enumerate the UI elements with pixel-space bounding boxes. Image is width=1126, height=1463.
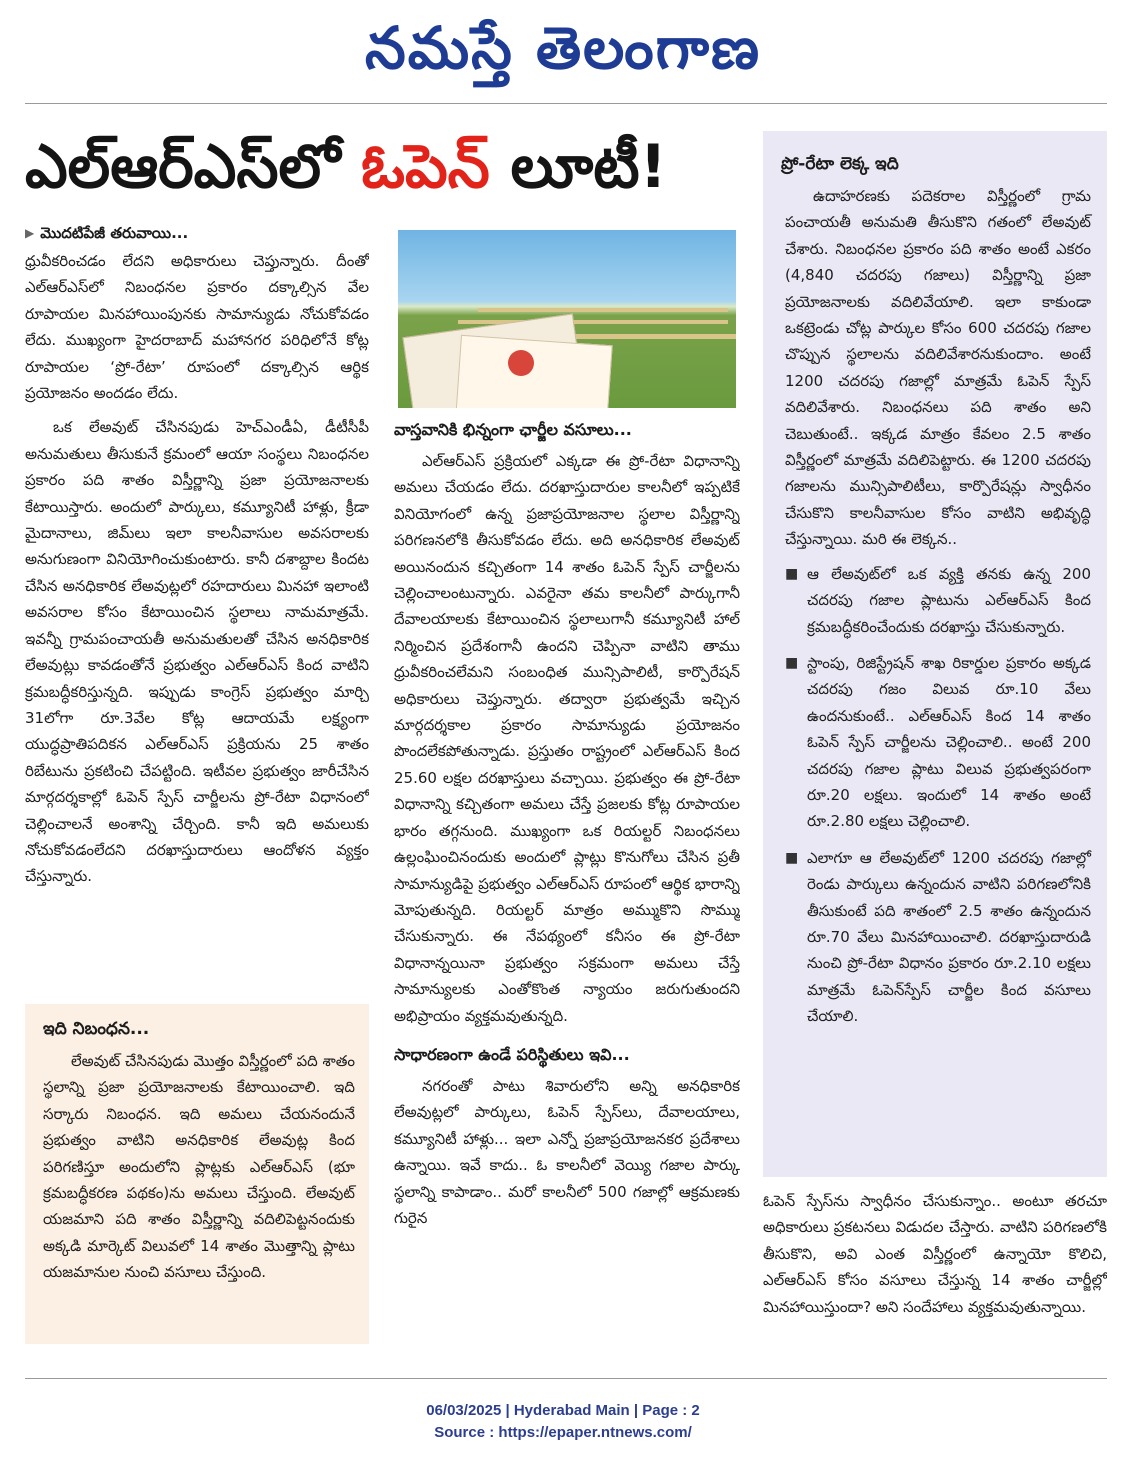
bullet-text: స్టాంపు, రిజిస్ట్రేషన్ శాఖ రికార్డుల ప్రకారం అక్కడ చదరపు గజం విలువ రూ.10 వేలు ఉందనుకుంటే.. ఎల్‌ఆర్‌ఎస్ కింద 14 శాతం ఓపెన్ స్పేస్ చార్జీలను చెల్లించాలి.. అంటే 200 చదరపు గజాల ప్లాటు విలువ ప్రభుత్వపరంగా రూ.20 లక్షలు. ఇందులో 14 శాతం అంటే రూ.2.80 లక్షలు చెల్లించాలి. (807, 653, 1091, 831)
col2-paragraph-2: నగరంతో పాటు శివారులోని అన్ని అనధికారిక లేఅవుట్లలో పార్కులు, ఓపెన్ స్పేస్‌లు, దేవాలయాలు, కమ్యూనిటీ హాళ్లు... ఇలా ఎన్నో ప్రజాప్రయోజనకర ప్రదేశాలు ఉన్నాయి. ఇవే కాదు.. ఓ కాలనీలో వెయ్యి గజాల పార్కు స్థలాన్ని కాపాడాం.. మరో కాలనీలో 500 గజాల్లో ఆక్రమణకు గురైన (394, 1076, 740, 1227)
continued-kicker (25, 222, 369, 244)
arrow-icon: ▶ (25, 226, 35, 240)
bullet-text: ఎలాగూ ఆ లేఅవుట్‌లో 1200 చదరపు గజాల్లో రెండు పార్కులు ఉన్నందున వాటిని పరిగణలోనికి తీసుకుంటే పది శాతంలో 2.5 శాతం ఉన్నందున రూ.70 వేలు మినహాయించాలి. దరఖాస్తుదారుడి నుంచి ప్రో-రేటా విధానం ప్రకారం రూ.2.10 లక్షలు మాత్రమే ఓపెన్‌స్పేస్ చార్జీల కింద వసూలు చేయాలి. (807, 848, 1091, 1026)
rule-box (25, 1004, 369, 1344)
bullet-icon: ■ (785, 849, 799, 866)
col1-paragraph: ఒక లేఅవుట్ చేసినపుడు హెచ్‌ఎండీఏ, డీటీసీపీ అనుమతులు తీసుకునే క్రమంలో ఆయా సంస్థలు నిబంధనల ప్రకారం పది శాతం విస్తీర్ణాన్ని ప్రజా ప్రయోజనాలకు కేటాయిస్తారు. అందులో పార్కులు, కమ్యూనిటీ హాళ్లు, క్రీడా మైదానాలు, జిమ్‌లు ఇలా కాలనీవాసుల అవసరాలకు అనుగుణంగా వినియోగించుకుంటారు. కానీ దశాబ్దాల కిందట చేసిన అనధికారిక లేఅవుట్లలో రహదారులు మినహా ఇలాంటి అవసరాల కోసం కేటాయించిన స్థలాలు నామమాత్రమే. ఇవన్నీ గ్రామపంచాయతీ అనుమతులతో చేసిన అనధికారిక లేఅవుట్లు కావడంతోనే ప్రభుత్వం ఎల్‌ఆర్‌ఎస్ కింద వాటిని క్రమబద్ధీకరిస్తున్నది. ఇప్పుడు కాంగ్రెస్ ప్రభుత్వం మార్చి 31లోగా రూ.3వేల కోట్ల ఆదాయమే లక్ష్యంగా యుద్ధప్రాతిపదికన ఎల్‌ఆర్‌ఎస్ ప్రక్రియను 25 శాతం రిబేటును ప్రకటించి చేపట్టింది. ఇటీవల ప్రభుత్వం జారీచేసిన మార్గదర్శకాల్లో ఓపెన్ స్పేస్ చార్జీలను ప్రో-రేటా విధానంలో చెల్లించాలనే అంశాన్ని చేర్చింది. కానీ ఇది అమలుకు నోచుకోవడంలేదని దరఖాస్తుదారులు ఆందోళన వ్యక్తం చేస్తున్నారు. (25, 418, 369, 886)
list-item (785, 650, 1091, 835)
subhead-conditions: సాధారణంగా ఉండే పరిస్థితులు ఇవి... (394, 1044, 630, 1064)
list-item (785, 561, 1091, 640)
pro-rata-body (763, 183, 1107, 1030)
rule-box-title: ఇది నిబంధన... (43, 1019, 150, 1039)
stamp-seal (508, 350, 534, 376)
col2-paragraph: ఎల్‌ఆర్‌ఎస్ ప్రక్రియలో ఎక్కడా ఈ ప్రో-రేటా విధానాన్ని అమలు చేయడం లేదు. దరఖాస్తుదారుల కాలనీలో ఇప్పటికే వినియోగంలో ఉన్న ప్రజాప్రయోజనాల స్థలాల విస్తీర్ణాన్ని పరిగణనలోకి తీసుకోవడం లేదు. అది అనధికారిక లేఅవుట్ అయినందున కచ్చితంగా 14 శాతం ఓపెన్ స్పేస్ చార్జీలను చెల్లించాలంటున్నారు. ఎవరైనా తమ కాలనీలో పార్కుగానీ దేవాలయాలకు కేటాయించిన స్థలాలుగానీ కమ్యూనిటీ హాల్ నిర్మించిన ప్రదేశంగానీ ఉందని చెప్పినా వాటిని తాము ధ్రువీకరించలేమని సంబంధిత మున్సిపాలిటీ, కార్పొరేషన్ అధికారులు చెప్తున్నారు. తద్వారా ప్రభుత్వమే ఇచ్చిన మార్గదర్శకాల ప్రకారం సామాన్యుడు ప్రయోజనం పొందలేకపోతున్నాడు. ప్రస్తుతం రాష్ట్రంలో ఎల్‌ఆర్‌ఎస్ కింద 25.60 లక్షల దరఖాస్తులు వచ్చాయి. ప్రభుత్వం ఈ ప్రో-రేటా విధానాన్ని కచ్చితంగా అమలు చేస్తే ప్రజలకు కోట్ల రూపాయల భారం తగ్గనుంది. ముఖ్యంగా ఒక రియల్టర్ నిబంధనలు ఉల్లంఘించినందుకు అందులో ప్లాట్లు కొనుగోలు చేసిన ప్రతీ సామాన్యుడిపై ప్రభుత్వం ఎల్‌ఆర్‌ఎస్ రూపంలో ఆర్థిక భారాన్ని మోపుతున్నది. రియల్టర్ మాత్రం అమ్ముకొని సొమ్ము చేసుకున్నారు. ఈ నేపథ్యంలో కనీసం ఈ ప్రో-రేటా విధానాన్నయినా ప్రభుత్వం సక్రమంగా అమలు చేస్తే సామాన్యులకు ఎంతోకొంత న్యాయం జరుగుతుందని అభిప్రాయం వ్యక్తమవుతున్నది. (394, 452, 740, 1025)
headline-part2: లూటీ! (489, 132, 667, 202)
headline (25, 122, 755, 212)
top-rule (25, 103, 1107, 104)
subhead-charges: వాస్తవానికి భిన్నంగా ఛార్జీల వసూలు... (394, 420, 632, 439)
masthead-logo: నమస్తే తెలంగాణ (365, 14, 761, 82)
pro-rata-title: ప్రో-రేటా లెక్క ఇది (781, 154, 899, 174)
bullet-icon: ■ (785, 565, 799, 582)
column-2 (394, 418, 740, 1360)
footer-source: Source : https://epaper.ntnews.com/ (434, 1424, 692, 1441)
pro-rata-intro: ఉదాహరణకు పదెకరాల విస్తీర్ణంలో గ్రామ పంచాయతీ అనుమతి తీసుకొని గతంలో లేఅవుట్ చేశారు. నిబంధనల ప్రకారం పది శాతం అంటే ఎకరం (4,840 చదరపు గజాలు) విస్తీర్ణాన్ని ప్రజా ప్రయోజనాలకు వదిలివేయాలి. ఇలా కాకుండా ఒకట్రెండు చోట్ల పార్కుల కోసం 600 చదరపు గజాల చొప్పున స్థలాలను వదిలివేశారనుకుందాం. అంటే 1200 చదరపు గజాల్లో మాత్రమే ఓపెన్ స్పేస్ వదిలివేశారు. నిబంధనలు పది శాతం అని చెబుతుంటే.. ఇక్కడ మాత్రం కేవలం 2.5 శాతం విస్తీర్ణంలో మాత్రమే వదిలిపెట్టారు. ఈ 1200 చదరపు గజాలను మున్సిపాలిటీలు, కార్పొరేషన్లు స్వాధీనం చేసుకొని కాలనీవాసుల కోసం వాటిని అభివృద్ధి చేస్తున్నాయి. మరి ఈ లెక్కన.. (785, 187, 1091, 549)
list-item (785, 845, 1091, 1030)
col3-paragraph: ఓపెన్ స్పేస్‌ను స్వాధీనం చేసుకున్నాం.. అంటూ తరచూ అధికారులు ప్రకటనలు విడుదల చేస్తారు. వాటిని పరిగణలోకి తీసుకొని, అవి ఎంత విస్తీర్ణంలో ఉన్నాయో కొలిచి, ఎల్‌ఆర్‌ఎస్ కోసం వసూలు చేస్తున్న 14 శాతం చార్జీల్లో మినహాయిస్తుందా? అని సందేహాలు వ్యక్తమవుతున్నాయి. (763, 1192, 1107, 1316)
headline-part1: ఎల్‌ఆర్‌ఎస్‌లో (25, 132, 362, 202)
rule-box-text: లేఅవుట్ చేసినపుడు మొత్తం విస్తీర్ణంలో పది శాతం స్థలాన్ని ప్రజా ప్రయోజనాలకు కేటాయించాలి. ఇది సర్కారు నిబంధన. ఇది అమలు చేయనందునే ప్రభుత్వం వాటిని అనధికారిక లేఅవుట్ల కింద పరిగణిస్తూ అందులోని ప్లాట్లకు ఎల్‌ఆర్‌ఎస్ (భూ క్రమబద్ధీకరణ పథకం)ను అమలు చేస్తుంది. లేఅవుట్ యజమాని పది శాతం విస్తీర్ణాన్ని వదిలిపెట్టనందుకు అక్కడి మార్కెట్ విలువలో 14 శాతం మొత్తాన్ని ప్లాటు యజమానుల నుంచి వసూలు చేస్తుంది. (43, 1052, 355, 1282)
bullet-icon: ■ (785, 654, 799, 671)
column-1 (25, 222, 369, 997)
footer-dateline: 06/03/2025 | Hyderabad Main | Page : 2 (426, 1402, 700, 1419)
land-plots-photo (398, 230, 736, 408)
kicker-label: మొదటిపేజీ తరువాయి... (40, 224, 189, 242)
bullet-text: ఆ లేఅవుట్‌లో ఒక వ్యక్తి తనకు ఉన్న 200 చదరపు గజాల ప్లాటును ఎల్‌ఆర్‌ఎస్ కింద క్రమబద్ధీకరించేందుకు దరఖాస్తు చేసుకున్నారు. (807, 564, 1091, 636)
bottom-rule (25, 1378, 1107, 1379)
column-3-tail (763, 1188, 1107, 1360)
col1-paragraph: ధ్రువీకరించడం లేదని అధికారులు చెప్తున్నారు. దీంతో ఎల్‌ఆర్‌ఎస్‌లో నిబంధనల ప్రకారం దక్కాల్సిన వేల రూపాయల మినహాయింపునకు సామాన్యుడు నోచుకోవడం లేదు. ముఖ్యంగా హైదరాబాద్ మహానగర పరిధిలోనే కోట్ల రూపాయల ‘ప్రో-రేటా’ రూపంలో దక్కాల్సిన ఆర్థిక ప్రయోజనం అందడం లేదు. (25, 252, 369, 403)
headline-highlight: ఓపెన్ (361, 132, 490, 202)
pro-rata-box (763, 131, 1107, 1177)
